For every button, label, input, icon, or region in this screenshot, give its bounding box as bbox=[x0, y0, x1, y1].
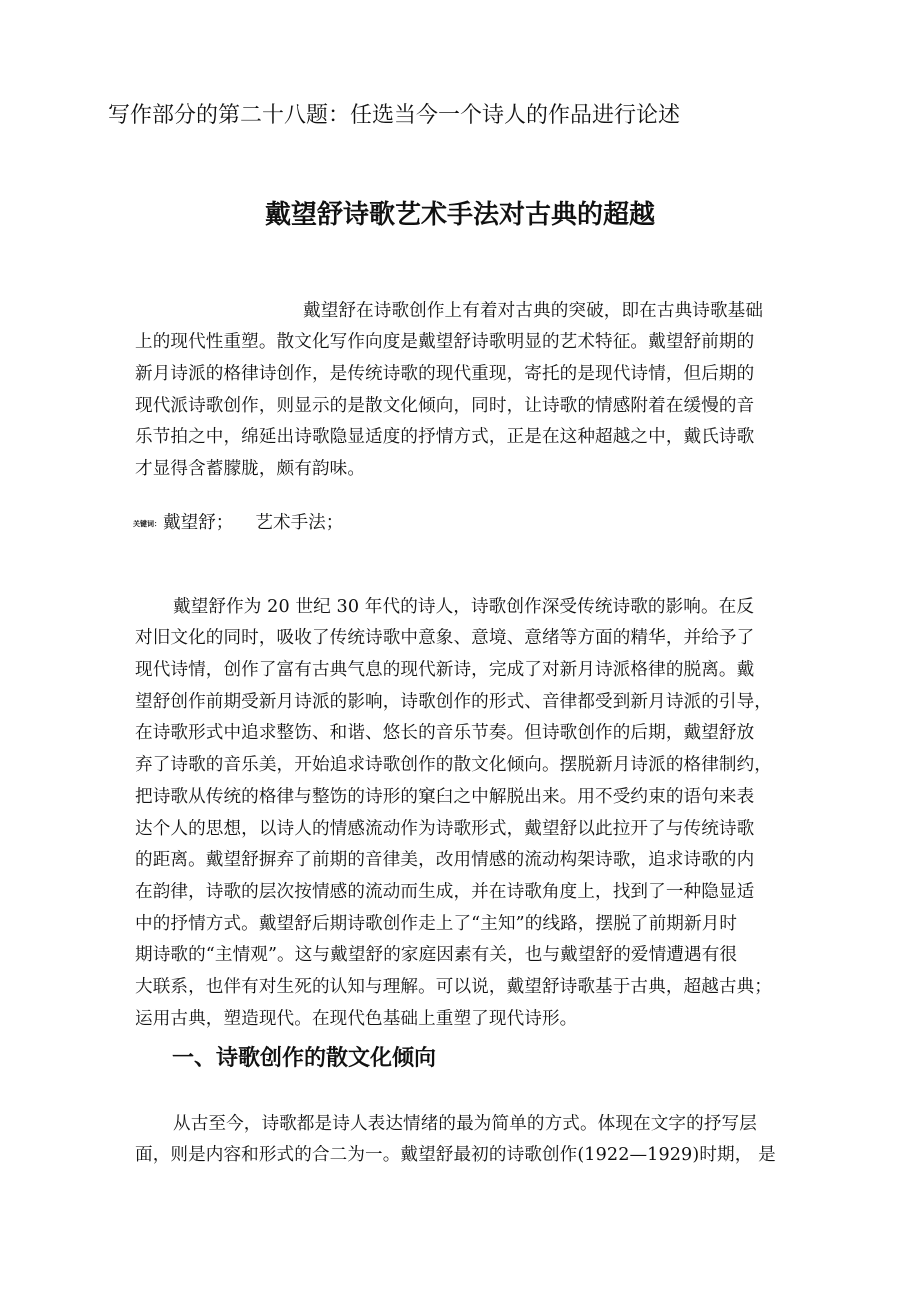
intro-line: 把诗歌从传统的格律与整饬的诗形的窠臼之中解脱出来。用不受约束的语句来表 bbox=[135, 787, 755, 807]
abstract-line: 现代派诗歌创作，则显示的是散文化倾向，同时，让诗歌的情感附着在缓慢的音 bbox=[135, 396, 755, 416]
abstract-line: 新月诗派的格律诗创作，是传统诗歌的现代重现，寄托的是现代诗情，但后期的 bbox=[135, 364, 755, 384]
keywords-label: 关键词： bbox=[133, 519, 161, 528]
keyword-item: 艺术手法； bbox=[255, 513, 344, 533]
intro-line: 中的抒情方式。戴望舒后期诗歌创作走上了“主知”的线路，摆脱了前期新月时 bbox=[135, 914, 738, 934]
intro-line: 在诗歌形式中追求整饬、和谐、悠长的音乐节奏。但诗歌创作的后期，戴望舒放 bbox=[135, 723, 755, 743]
intro-line: 戴望舒作为 20 世纪 30 年代的诗人，诗歌创作深受传统诗歌的影响。在反 bbox=[173, 597, 755, 617]
abstract-line: 戴望舒在诗歌创作上有着对古典的突破，即在古典诗歌基础 bbox=[303, 301, 764, 321]
intro-line: 现代诗情，创作了富有古典气息的现代新诗，完成了对新月诗派格律的脱离。戴 bbox=[135, 660, 755, 680]
assignment-header: 写作部分的第二十八题：任选当今一个诗人的作品进行论述 bbox=[108, 103, 681, 128]
section-line: 从古至今，诗歌都是诗人表达情绪的最为简单的方式。体现在文字的抒写层 bbox=[173, 1114, 757, 1134]
intro-line: 运用古典，塑造现代。在现代色基础上重塑了现代诗形。 bbox=[135, 1009, 578, 1029]
intro-line: 期诗歌的“主情观”。这与戴望舒的家庭因素有关，也与戴望舒的爱情遭遇有很 bbox=[135, 945, 738, 965]
intro-line: 对旧文化的同时，吸收了传统诗歌中意象、意境、意绪等方面的精华，并给予了 bbox=[135, 628, 755, 648]
essay-title: 戴望舒诗歌艺术手法对古典的超越 bbox=[264, 200, 655, 230]
intro-line: 大联系，也伴有对生死的认知与理解。可以说，戴望舒诗歌基于古典，超越古典； bbox=[135, 977, 772, 997]
intro-line: 弃了诗歌的音乐美，开始追求诗歌创作的散文化倾向。摆脱新月诗派的格律制约， bbox=[135, 755, 772, 775]
keywords bbox=[133, 509, 365, 534]
intro-line: 在韵律，诗歌的层次按情感的流动而生成，并在诗歌角度上，找到了一种隐显适 bbox=[135, 882, 755, 902]
intro-line: 的距离。戴望舒摒弃了前期的音律美，改用情感的流动构架诗歌，追求诗歌的内 bbox=[135, 850, 755, 870]
section-line: 面，则是内容和形式的合二为一。戴望舒最初的诗歌创作(1922—1929)时期， 是 bbox=[135, 1145, 776, 1165]
intro-line: 达个人的思想，以诗人的情感流动作为诗歌形式，戴望舒以此拉开了与传统诗歌 bbox=[135, 819, 755, 839]
section-heading: 一、诗歌创作的散文化倾向 bbox=[172, 1046, 437, 1071]
abstract-line: 上的现代性重塑。散文化写作向度是戴望舒诗歌明显的艺术特征。戴望舒前期的 bbox=[135, 332, 755, 352]
abstract-line: 乐节拍之中，绵延出诗歌隐显适度的抒情方式，正是在这种超越之中，戴氏诗歌 bbox=[135, 427, 755, 447]
abstract-line: 才显得含蓄朦胧，颇有韵味。 bbox=[135, 459, 366, 479]
intro-line: 望舒创作前期受新月诗派的影响，诗歌创作的形式、音律都受到新月诗派的引导， bbox=[135, 692, 772, 712]
keyword-item: 戴望舒； bbox=[163, 513, 234, 533]
